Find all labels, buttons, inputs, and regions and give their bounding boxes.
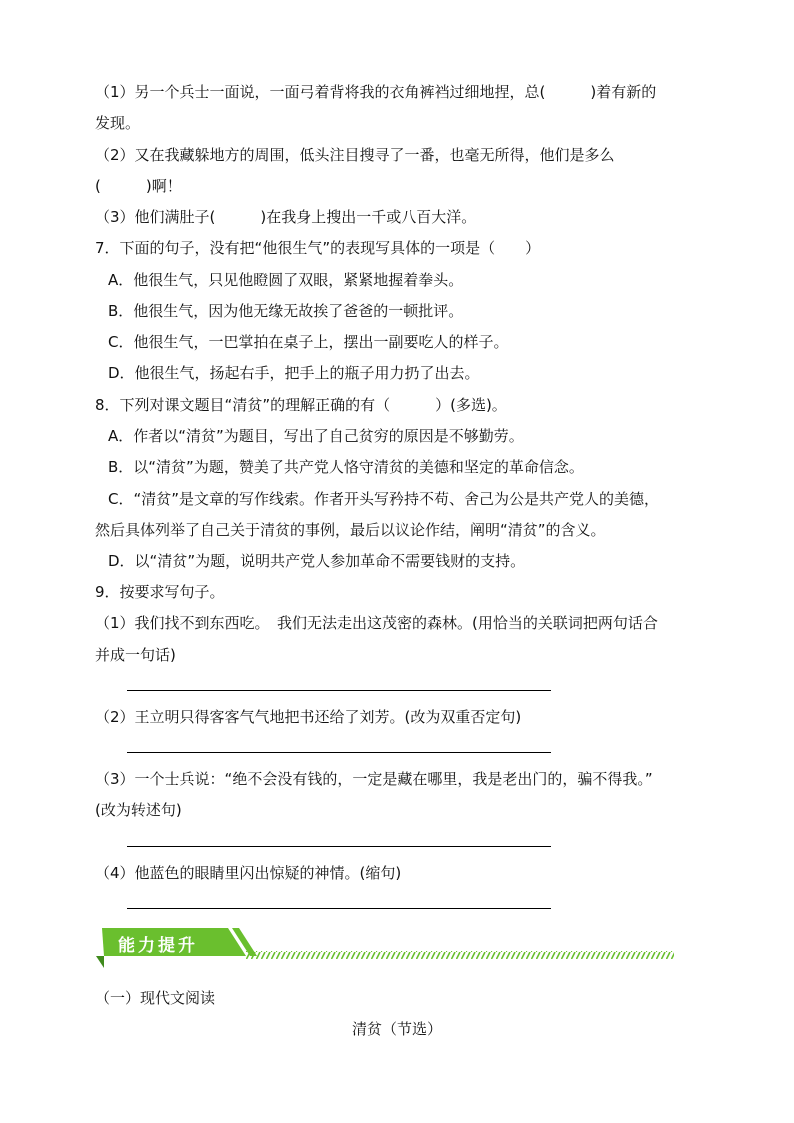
q7-option-b: B．他很生气，因为他无缘无故挨了爸爸的一顿批评。: [108, 302, 464, 320]
q9-stem: 9．按要求写句子。: [95, 583, 225, 601]
q6-item2-line2: ( )啊！: [95, 177, 182, 195]
q9-item1-line1: （1）我们找不到东西吃。 我们无法走出这茂密的森林。(用恰当的关联词把两句话合: [95, 614, 658, 632]
banner-hatch-stripe: [246, 951, 674, 959]
banner-fold: [96, 956, 104, 968]
q7-option-c: C．他很生气，一巴掌拍在桌子上，摆出一副要吃人的样子。: [108, 333, 509, 351]
q7-option-d: D．他很生气，扬起右手，把手上的瓶子用力扔了出去。: [108, 364, 480, 382]
q8-option-c-line2: 然后具体列举了自己关于清贫的事例，最后以议论作结，阐明“清贫”的含义。: [95, 521, 606, 539]
q8-option-b: B．以“清贫”为题，赞美了共产党人恪守清贫的美德和坚定的革命信念。: [108, 458, 584, 476]
q9-item3-line2: (改为转述句): [95, 801, 182, 819]
passage-title: 清贫（节选）: [351, 1020, 442, 1038]
q7-stem: 7．下面的句子，没有把“他很生气”的表现写具体的一项是（ ）: [95, 239, 541, 257]
q6-item2-line1: （2）又在我藏躲地方的周围，低头注目搜寻了一番，也毫无所得，他们是多么: [95, 146, 615, 164]
q9-item4: （4）他蓝色的眼睛里闪出惊疑的神情。(缩句): [95, 864, 402, 882]
answer-line-4[interactable]: [127, 908, 551, 909]
q6-item1-line1: （1）另一个兵士一面说，一面弓着背将我的衣角裤裆过细地捏，总( )着有新的: [95, 83, 657, 101]
q6-item1-line2: 发现。: [95, 114, 141, 132]
q9-item1-line2: 并成一句话): [95, 646, 176, 664]
section-title: 能力提升: [118, 936, 198, 956]
q8-option-c-line1: C．“清贫”是文章的写作线索。作者开头写矜持不苟、舍己为公是共产党人的美德，: [108, 490, 660, 508]
answer-line-2[interactable]: [127, 752, 551, 753]
subsection-heading: （一）现代文阅读: [95, 989, 216, 1007]
answer-line-1[interactable]: [127, 690, 551, 691]
q9-item3-line1: （3）一个士兵说：“绝不会没有钱的，一定是藏在哪里，我是老出门的，骗不得我。”: [95, 770, 653, 788]
answer-line-3[interactable]: [127, 846, 551, 847]
q8-option-d: D．以“清贫”为题，说明共产党人参加革命不需要钱财的支持。: [108, 552, 526, 570]
q8-stem: 8．下列对课文题目“清贫”的理解正确的有（ ）(多选)。: [95, 396, 507, 414]
q9-item2: （2）王立明只得客客气气地把书还给了刘芳。(改为双重否定句): [95, 708, 522, 726]
q8-option-a: A．作者以“清贫”为题目，写出了自己贫穷的原因是不够勤劳。: [108, 427, 524, 445]
q6-item3: （3）他们满肚子( )在我身上搜出一千或八百大洋。: [95, 208, 477, 226]
q7-option-a: A．他很生气，只见他瞪圆了双眼，紧紧地握着拳头。: [108, 271, 464, 289]
